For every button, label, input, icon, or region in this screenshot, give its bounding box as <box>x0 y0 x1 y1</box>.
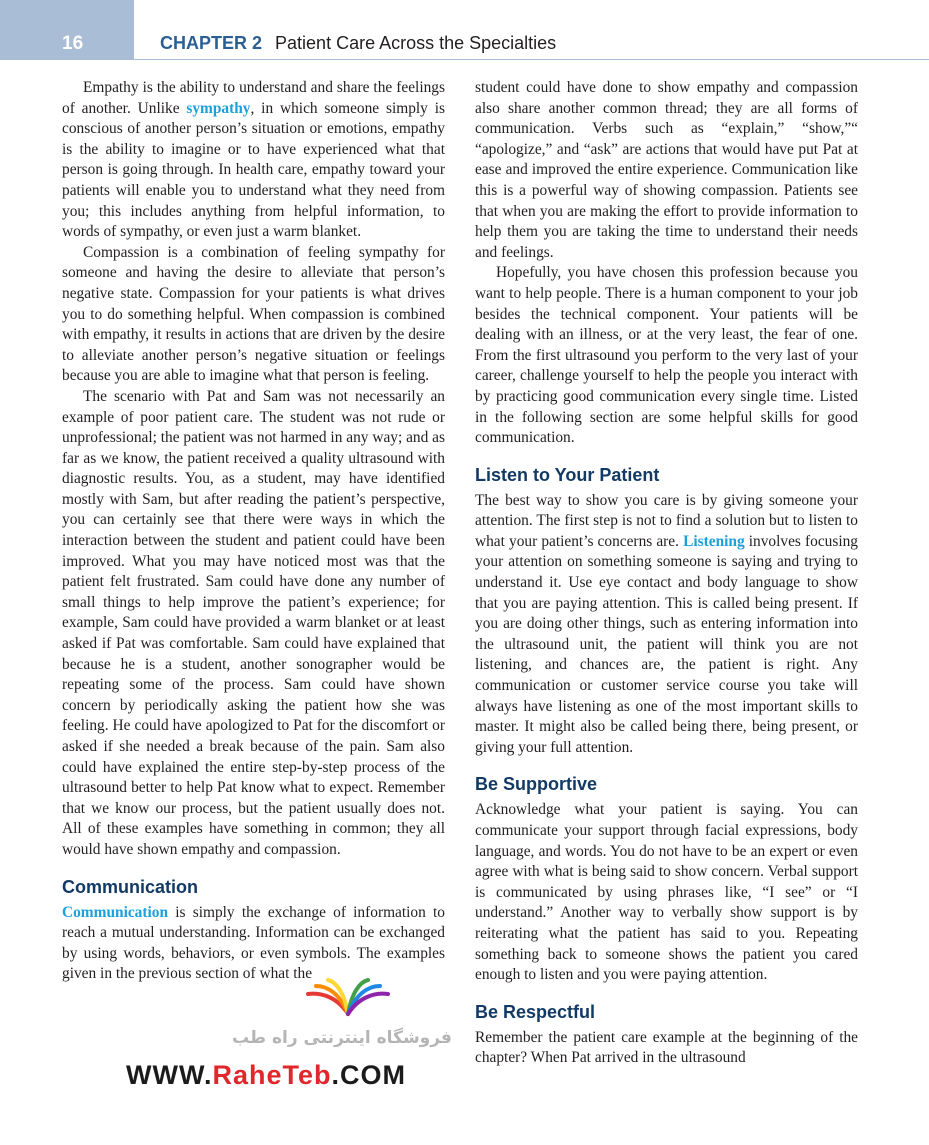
heading-be-supportive: Be Supportive <box>475 774 598 795</box>
glossary-term-communication[interactable]: Communication <box>62 903 169 921</box>
running-head <box>160 33 556 54</box>
watermark-persian-text: فروشگاه اینترنتی راه طب <box>232 1028 452 1048</box>
glossary-term-listening[interactable]: Listening <box>683 532 745 550</box>
heading-listen-to-your-patient: Listen to Your Patient <box>475 464 660 485</box>
left-column <box>62 78 445 985</box>
page-number: 16 <box>62 33 84 54</box>
supportive-paragraph: Acknowledge what your patient is saying. You can communicate your support through facial expressions, body language, and words. You do not have to be an expert or even agree with what is being said to show concern. Verbal support is communicated by using phrases like, “I see” or “I understand.” Another way to verbally show support is by reiterating what the patient has said to you. Repeating something back to someone shows the patient you cared enough to listen and you were paying attention. <box>475 801 858 984</box>
heading-communication: Communication <box>62 876 199 897</box>
respectful-paragraph: Remember the patient care example at the beginning of the chapter? When Pat arrived in the ultrasound <box>475 1028 858 1067</box>
listening-paragraph: The best way to show you care is by giving someone your attention. The first step is not to find a solution but to listen to what your patient’s concerns are. Listening involves focusing your attention on something someone is saying and trying to understand it. Use eye contact and body language to show that you are paying attention. This is called being present. If you are doing other things, such as entering information into the ultrasound unit, the patient will think you are not listening, and chances are, the patient is right. Any communication or customer service course you take will always have listening as one of the most important skills to master. It might also be called being there, being present, or giving your full attention. <box>475 491 858 756</box>
communication-paragraph: Communication is simply the exchange of information to reach a mutual understanding. Information can be exchanged by using words, behaviors, or even symbols. The examples given in the previous section of what the <box>62 903 445 983</box>
glossary-term-sympathy[interactable]: sympathy <box>186 99 251 117</box>
header-rule <box>134 59 929 60</box>
continued-paragraph: student could have done to show empathy and compassion also share another common thread; they are all forms of communication. Verbs such as “explain,” “show,”“ “apologize,” and “ask” are actions that would have put Pat at ease and improved the entire experience. Communication like this is a powerful way of showing compassion. Patients see that when you are making the effort to provide information to help them you are taking the time to understand their needs and feelings. <box>475 79 858 261</box>
compassion-paragraph: Compassion is a combination of feeling sympathy for someone and having the desire to alleviate that person’s negative state. Compassion for your patients is what drives you to do something helpful. When compassion is combined with empathy, it results in actions that are driven by the desire to alleviate another person’s negative situation or feelings because you are able to imagine what that person is feeling. <box>62 243 445 385</box>
profession-paragraph: Hopefully, you have chosen this profession because you want to help people. There is a human component to your job besides the technical component. Your patients will be dealing with an illness, or at the very least, the fear of one. From the first ultrasound you perform to the very last of your career, challenge yourself to help the people you interact with by practicing good communication every single time. Listed in the following section are some helpful skills for good communication. <box>475 264 858 447</box>
empathy-paragraph: Empathy is the ability to understand and share the feelings of another. Unlike sympathy, in which someone simply is conscious of another person’s situation or emotions, empathy is the ability to imagine or to have experienced what that person is going through. In health care, empathy toward your patients will enable you to understand what they need from you; this includes anything from helpful information, to words of sympathy, or even just a warm blanket. <box>62 79 445 241</box>
scenario-paragraph: The scenario with Pat and Sam was not necessarily an example of poor patient care. The student was not rude or unprofessional; the patient was not harmed in any way; and as far as we know, the patient received a quality ultrasound with diagnostic results. You, as a student, may have identified mostly with Sam, but after reading the patient’s perspective, you can certainly see that there were ways in which the interaction between the student and patient could have been improved. What you may have noticed most was that the patient felt frustrated. Sam could have done any number of small things to help improve the patient’s experience; for example, Sam could have provided a warm blanket or at least asked if Pat was comfortable. Sam could have explained that because he is a student, another sonographer would be repeating some of the process. Sam could have shown concern by periodically asking the patient how she was feeling. He could have apologized to Pat for the discomfort or asked if she needed a break because of the pain. Sam also could have explained the entire step-by-step process of the ultrasound better to help Pat know what to expect. Remember that we know our process, but the patient usually does not. All of these examples have something in common; they all would have shown empathy and compassion. <box>62 387 445 858</box>
heading-be-respectful: Be Respectful <box>475 1001 596 1022</box>
right-column <box>475 78 858 1069</box>
chapter-label: CHAPTER 2 <box>160 33 263 53</box>
watermark-url: WWW.RaheTeb.COM <box>126 1060 406 1090</box>
chapter-title: Patient Care Across the Specialties <box>275 33 557 53</box>
open-book-rainbow-icon <box>302 978 394 1018</box>
